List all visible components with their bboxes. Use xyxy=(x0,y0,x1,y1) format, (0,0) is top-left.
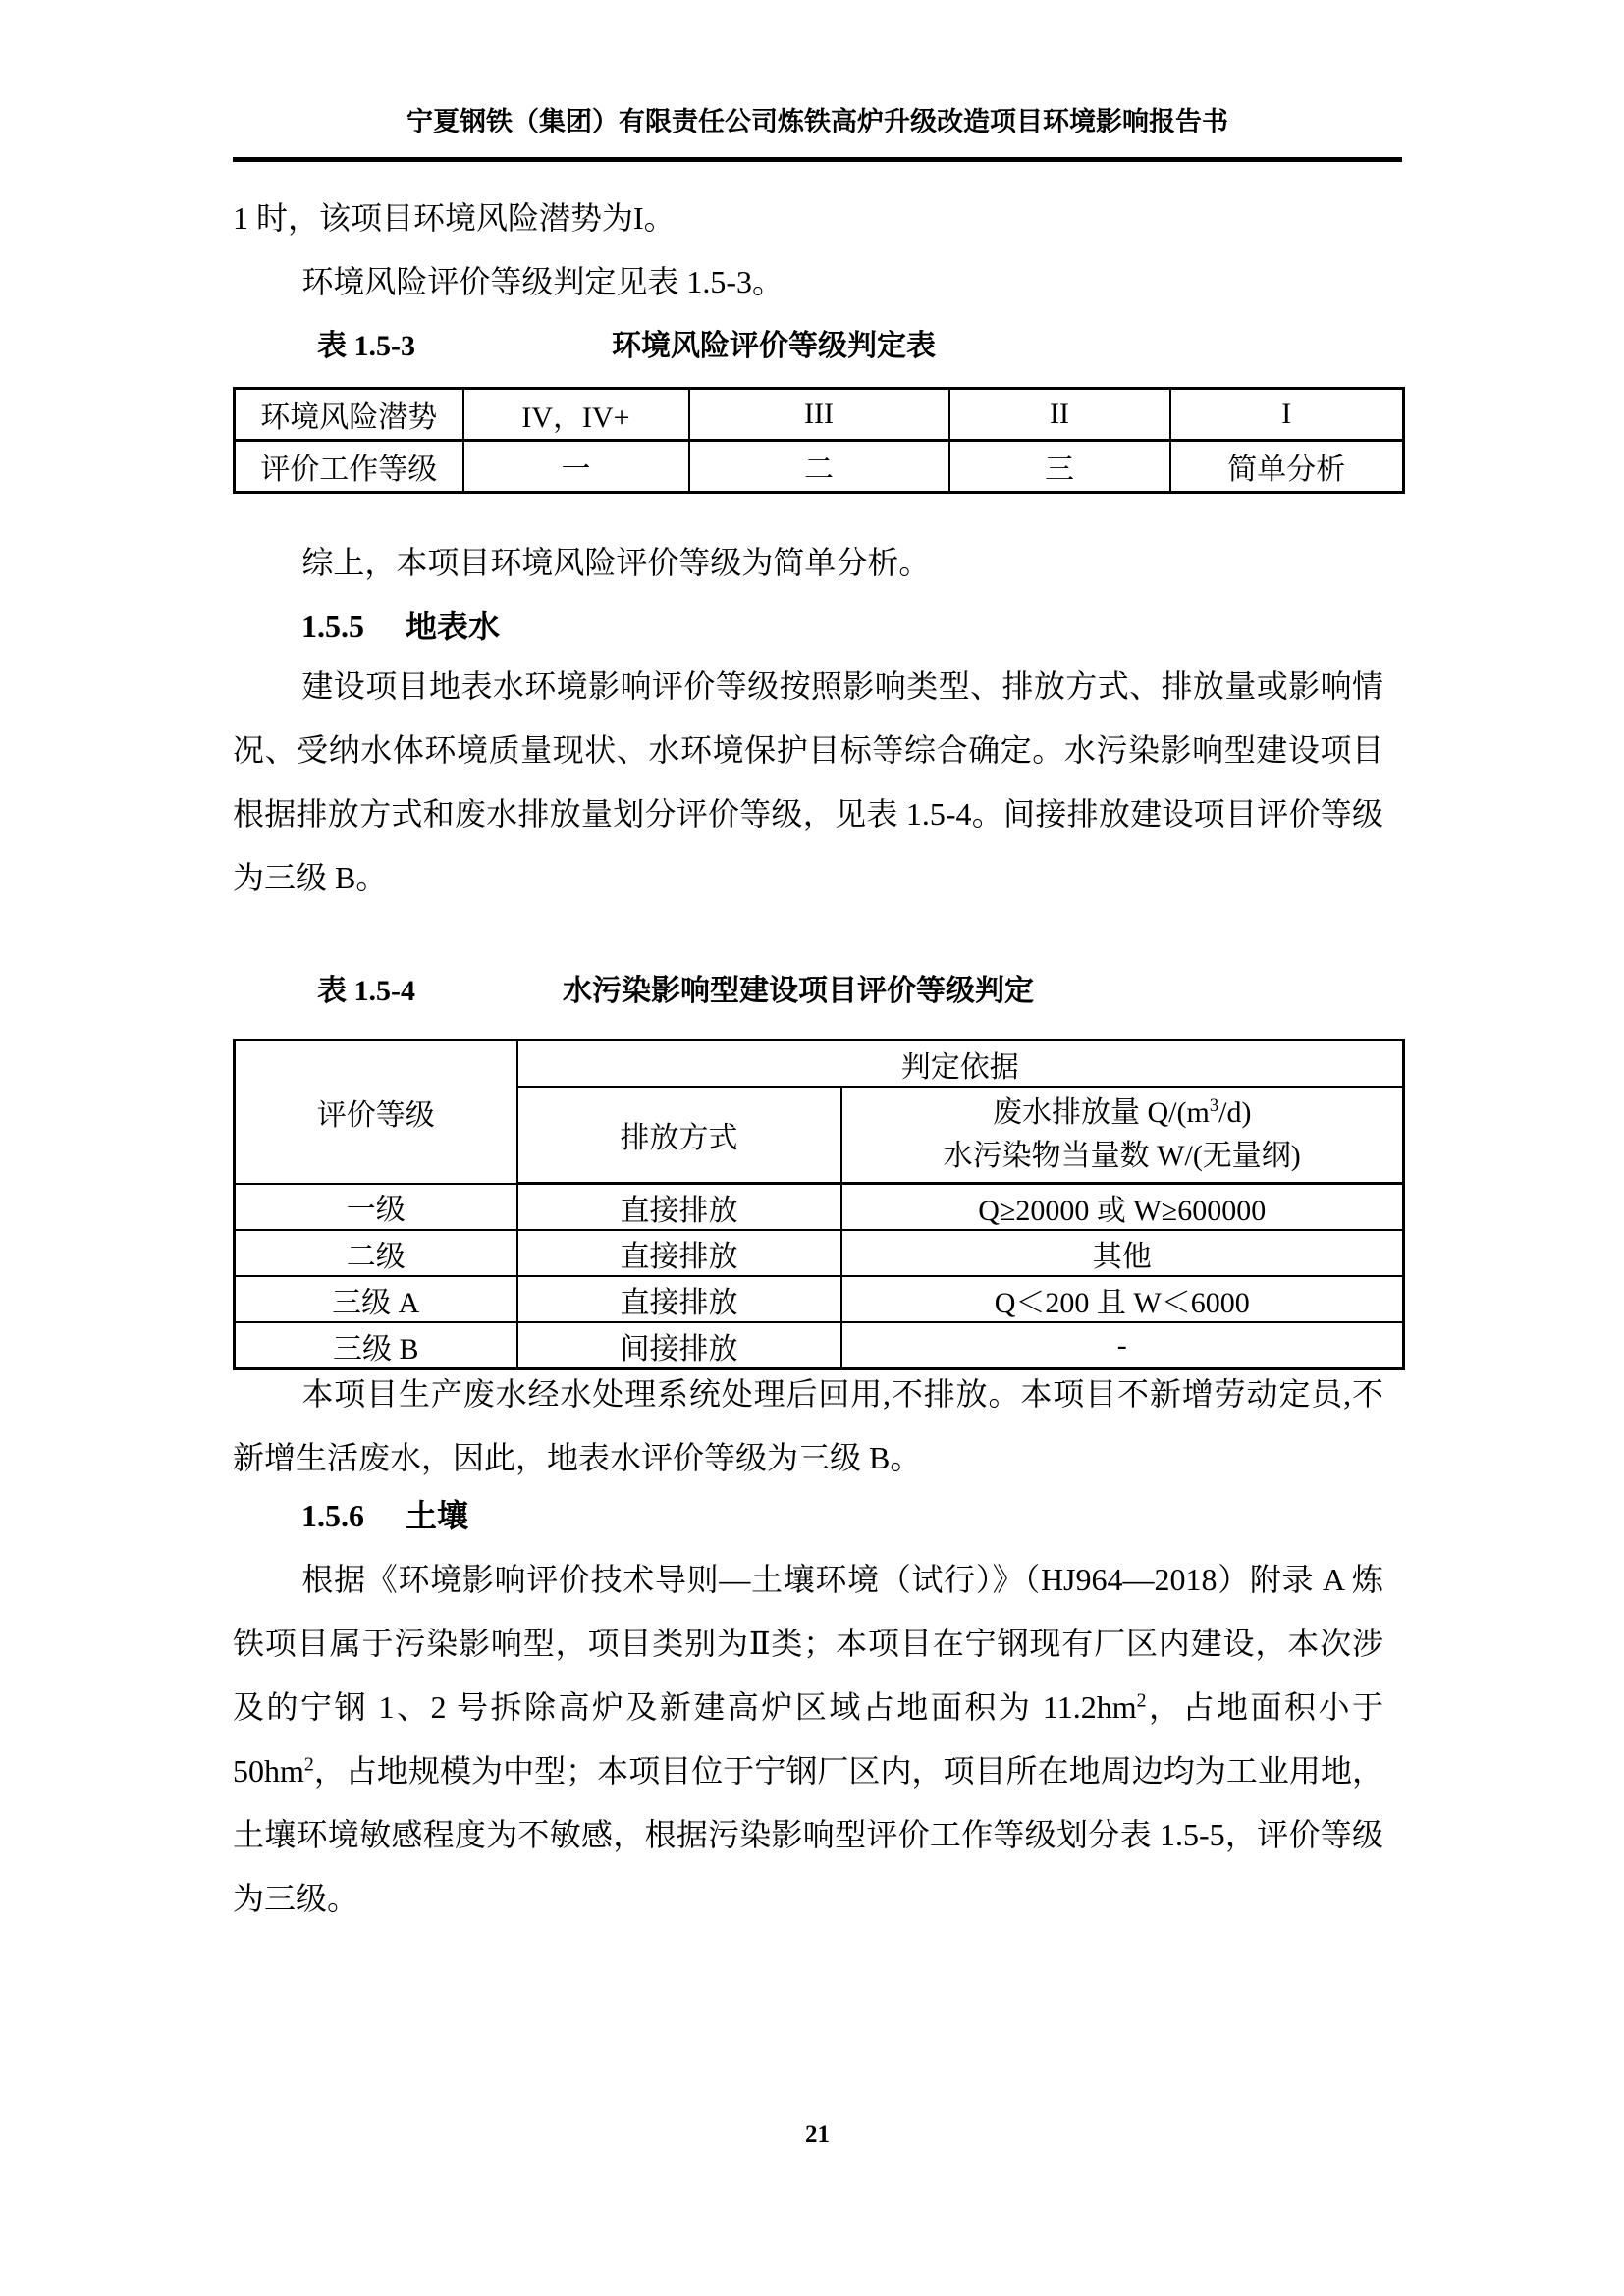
table-153-caption-title: 环境风险评价等级判定表 xyxy=(612,330,936,362)
criteria-cell: Q≥20000 或 W≥600000 xyxy=(841,1184,1404,1231)
column-header-discharge-mode: 排放方式 xyxy=(517,1087,841,1184)
mode-cell: 直接排放 xyxy=(517,1230,841,1276)
table-row xyxy=(235,1041,1404,1088)
paragraph-risk-potential: 1 时，该项目环境风险潜势为I。 xyxy=(233,200,676,236)
table-154-caption xyxy=(233,962,1487,1021)
section-heading-155 xyxy=(233,595,1471,659)
column-header-grade: 评价等级 xyxy=(235,1041,517,1184)
paragraph-see-table-153: 环境风险评价等级判定见表 1.5-3。 xyxy=(301,264,785,299)
table-154-caption-title: 水污染影响型建设项目评价等级判定 xyxy=(563,975,1034,1007)
table-cell: 三 xyxy=(949,441,1170,493)
section-title: 地表水 xyxy=(406,609,501,644)
table-153-caption xyxy=(233,317,1487,376)
paragraph-risk-summary: 综上，本项目环境风险评价等级为简单分析。 xyxy=(301,545,931,580)
paragraph-wastewater-reuse: 本项目生产废水经水处理系统处理后回用,不排放。本项目不新增劳动定员,不新增生活废水，因此，地表水评价等级为三级 B。 xyxy=(233,1376,1383,1475)
table-cell: III xyxy=(689,389,949,441)
table-water-pollution-grade xyxy=(233,1039,1405,1370)
row-header-cell: 评价工作等级 xyxy=(235,441,463,493)
page-number: 21 xyxy=(805,2121,830,2148)
row-header-cell: 环境风险潜势 xyxy=(235,389,463,441)
table-row xyxy=(235,1276,1404,1322)
mode-cell: 间接排放 xyxy=(517,1322,841,1369)
grade-cell: 二级 xyxy=(235,1230,517,1276)
header-title: 宁夏钢铁（集团）有限责任公司炼铁高炉升级改造项目环境影响报告书 xyxy=(406,107,1228,136)
mode-cell: 直接排放 xyxy=(517,1276,841,1322)
criteria-cell: Q＜200 且 W＜6000 xyxy=(841,1276,1404,1322)
quantity-line-1: 废水排放量 $Q/(m^3/d)$ xyxy=(993,1095,1252,1129)
table-cell: 二 xyxy=(689,441,949,493)
section-number: 1.5.6 xyxy=(301,1498,364,1533)
grade-cell: 三级 B xyxy=(235,1322,517,1369)
mode-cell: 直接排放 xyxy=(517,1184,841,1231)
table-row xyxy=(235,389,1404,441)
header-rule xyxy=(233,157,1402,162)
table-row xyxy=(235,441,1404,493)
grade-cell: 三级 A xyxy=(235,1276,517,1322)
criteria-cell: 其他 xyxy=(841,1230,1404,1276)
column-header-basis: 判定依据 xyxy=(517,1041,1404,1088)
table-154-caption-label: 表 1.5-4 xyxy=(317,975,415,1007)
column-header-quantity xyxy=(841,1087,1404,1184)
table-cell: II xyxy=(949,389,1170,441)
table-row xyxy=(235,1230,1404,1276)
grade-cell: 一级 xyxy=(235,1184,517,1231)
table-cell: IV，IV+ xyxy=(463,389,689,441)
table-risk-grade-determination xyxy=(233,387,1405,494)
table-153-caption-label: 表 1.5-3 xyxy=(317,330,415,362)
section-title: 土壤 xyxy=(406,1498,469,1533)
paragraph-surface-water: 建设项目地表水环境影响评价等级按照影响类型、排放方式、排放量或影响情况、受纳水体环境质量现状、水环境保护目标等综合确定。水污染影响型建设项目根据排放方式和废水排放量划分评价等级，见表 1.5-4。间接排放建设项目评价等级为三级 B。 xyxy=(233,668,1383,895)
section-number: 1.5.5 xyxy=(301,609,364,644)
paragraph-soil: 根据《环境影响评价技术导则—土壤环境（试行）》（HJ964—2018）附录 A 炼铁项目属于污染影响型，项目类别为Ⅱ类；本项目在宁钢现有厂区内建设，本次涉及的宁钢 1、2 号拆除高炉及新建高炉区域占地面积为 $11.2hm^2$，占地面积小于 $50hm^2$，占地规模为中型；本项目位于宁钢厂区内，项目所在地周边均为工业用地，土壤环境敏感程度为不敏感，根据污染影响型评价工作等级划分表 1.5-5，评价等级为三级。 xyxy=(233,1562,1383,1916)
table-cell: 简单分析 xyxy=(1170,441,1404,493)
table-cell: 一 xyxy=(463,441,689,493)
criteria-cell: - xyxy=(841,1322,1404,1369)
section-heading-156 xyxy=(233,1484,1471,1548)
table-cell: I xyxy=(1170,389,1404,441)
quantity-line-2: 水污染物当量数 W/(无量纲) xyxy=(943,1140,1301,1172)
table-row xyxy=(235,1184,1404,1231)
